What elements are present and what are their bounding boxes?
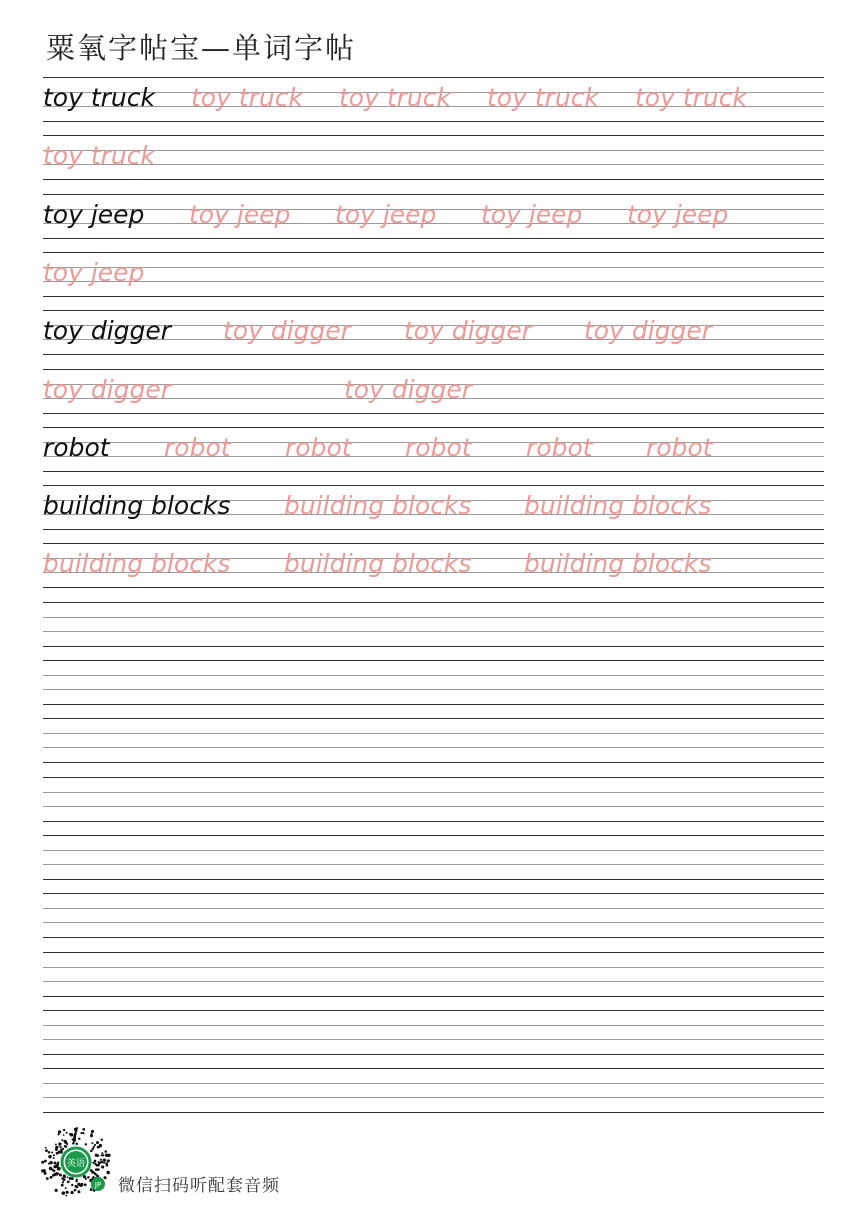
qr-dot	[58, 1151, 61, 1154]
rule-line	[43, 471, 824, 472]
qr-dot	[103, 1176, 106, 1179]
qr-dot	[90, 1150, 93, 1153]
rule-line	[43, 617, 824, 618]
trace-word: robot	[405, 432, 472, 462]
trace-word: toy jeep	[189, 199, 291, 229]
qr-dot	[103, 1162, 105, 1164]
qr-dot	[72, 1142, 75, 1145]
qr-dot	[97, 1168, 100, 1171]
qr-dot	[74, 1189, 77, 1192]
rule-line	[43, 689, 824, 690]
rule-line	[43, 762, 824, 763]
trace-word: toy digger	[223, 316, 352, 346]
trace-word: toy truck	[635, 83, 747, 112]
qr-dot	[66, 1143, 68, 1145]
model-word: toy truck	[43, 83, 155, 112]
qr-dot	[94, 1144, 96, 1146]
trace-word: robot	[526, 432, 593, 462]
trace-word: toy digger	[43, 374, 172, 404]
audio-caption: 微信扫码听配套音频	[118, 1176, 280, 1196]
qr-dot	[59, 1144, 61, 1146]
model-word: toy digger	[43, 316, 172, 346]
qr-dot	[71, 1184, 73, 1186]
qr-dot	[78, 1190, 80, 1192]
qr-dot	[106, 1171, 110, 1175]
trace-word: building blocks	[524, 549, 712, 579]
rule-line	[43, 631, 824, 632]
qr-dot	[51, 1168, 53, 1170]
rule-line	[43, 821, 824, 822]
qr-badge-text: 英语	[66, 1159, 86, 1169]
trace-word: robot	[164, 432, 231, 462]
trace-word: toy truck	[191, 83, 303, 112]
trace-word: toy jeep	[335, 199, 437, 229]
qr-dot	[75, 1130, 78, 1133]
trace-word: toy truck	[339, 83, 451, 112]
qr-dot	[91, 1142, 93, 1144]
rule-line	[43, 967, 824, 968]
qr-dot	[74, 1132, 77, 1135]
qr-dot	[96, 1141, 99, 1144]
qr-dot	[57, 1162, 59, 1164]
word-row	[43, 485, 824, 529]
qr-dot	[90, 1169, 93, 1172]
qr-dot	[93, 1146, 95, 1148]
qr-dot	[55, 1146, 58, 1149]
qr-dot	[69, 1133, 71, 1135]
rule-line	[43, 952, 824, 953]
qr-dot	[101, 1152, 103, 1154]
qr-dot	[62, 1191, 66, 1195]
qr-dot	[43, 1169, 46, 1172]
word-row	[43, 77, 824, 121]
qr-dot	[100, 1154, 102, 1156]
qr-dot	[107, 1154, 110, 1157]
qr-dot	[76, 1143, 79, 1146]
word-row	[43, 135, 824, 179]
trace-word: building blocks	[524, 491, 712, 521]
qr-dot	[51, 1151, 53, 1153]
qr-dot	[41, 1161, 44, 1164]
qr-dot	[53, 1154, 55, 1156]
qr-dot	[67, 1176, 69, 1178]
rule-line	[43, 1010, 824, 1011]
qr-dot	[45, 1147, 47, 1149]
qr-dot	[76, 1186, 79, 1189]
rule-line	[43, 733, 824, 734]
trace-word: toy digger	[584, 316, 713, 346]
qr-dot	[48, 1155, 52, 1159]
rule-line	[43, 1112, 824, 1113]
rule-line	[43, 835, 824, 836]
word-row	[43, 310, 824, 354]
model-word: toy jeep	[43, 199, 145, 229]
qr-dot	[84, 1183, 87, 1186]
qr-dot	[97, 1146, 100, 1149]
qr-dot	[58, 1130, 61, 1133]
rule-line	[43, 850, 824, 851]
rule-line	[43, 1054, 824, 1055]
qr-dot	[46, 1177, 49, 1180]
qr-dot	[101, 1139, 103, 1141]
rule-line	[43, 1097, 824, 1098]
qr-dot	[98, 1162, 101, 1165]
qr-dot	[90, 1188, 93, 1191]
trace-word: robot	[646, 432, 713, 462]
qr-dot	[107, 1159, 110, 1162]
qr-dot	[66, 1132, 68, 1134]
rule-line	[43, 981, 824, 982]
qr-dot	[53, 1162, 56, 1165]
trace-word: toy digger	[404, 316, 533, 346]
qr-dot	[105, 1162, 108, 1165]
rule-line	[43, 675, 824, 676]
qr-dot	[52, 1174, 55, 1177]
qr-dot	[63, 1129, 65, 1131]
qr-dot	[57, 1167, 59, 1169]
qr-dot	[65, 1141, 67, 1143]
qr-dot	[91, 1130, 94, 1133]
trace-word: building blocks	[43, 549, 231, 579]
qr-dot	[44, 1160, 47, 1163]
qr-dot	[69, 1177, 72, 1180]
word-row	[43, 369, 824, 413]
rule-line	[43, 660, 824, 661]
qr-dot	[80, 1184, 83, 1187]
qr-dot	[70, 1191, 73, 1194]
trace-word: toy truck	[487, 83, 599, 112]
qr-dot	[59, 1146, 61, 1148]
rule-line	[43, 879, 824, 880]
qr-dot	[85, 1144, 87, 1146]
trace-word: robot	[285, 432, 352, 462]
page-title: 粟氧字帖宝—单词字帖	[46, 31, 357, 65]
rule-line	[43, 413, 824, 414]
qr-dot	[97, 1164, 99, 1166]
rule-line	[43, 1039, 824, 1040]
rule-line	[43, 864, 824, 865]
model-word: robot	[43, 432, 110, 462]
trace-word: building blocks	[284, 491, 472, 521]
qr-dot	[82, 1128, 85, 1131]
trace-word: toy digger	[344, 374, 473, 404]
rule-line	[43, 587, 824, 588]
rule-line	[43, 179, 824, 180]
qr-dot	[61, 1139, 63, 1141]
rule-line	[43, 1025, 824, 1026]
qr-dot	[102, 1154, 104, 1156]
qr-dot	[73, 1139, 77, 1143]
qr-corner-text: JP	[94, 1181, 102, 1189]
qr-dot	[67, 1181, 70, 1184]
rule-line	[43, 238, 824, 239]
qr-dot	[63, 1134, 65, 1136]
qr-dot	[63, 1175, 66, 1178]
rule-line	[43, 704, 824, 705]
rule-line	[43, 646, 824, 647]
rule-line	[43, 1083, 824, 1084]
rule-line	[43, 922, 824, 923]
qr-dot	[55, 1143, 57, 1145]
rule-line	[43, 747, 824, 748]
qr-dot	[92, 1148, 94, 1150]
qr-dot	[59, 1174, 62, 1177]
rule-line	[43, 792, 824, 793]
qr-dot	[65, 1145, 68, 1148]
qr-dot	[75, 1179, 77, 1181]
word-row	[43, 427, 824, 471]
rule-line	[43, 296, 824, 297]
word-row	[43, 252, 824, 296]
trace-word: toy truck	[43, 141, 155, 171]
qr-dot	[55, 1189, 58, 1192]
rule-line	[43, 602, 824, 603]
qr-dot	[76, 1127, 79, 1130]
word-row	[43, 543, 824, 587]
rule-line	[43, 893, 824, 894]
qr-dot	[45, 1149, 48, 1152]
qr-dot	[61, 1184, 64, 1187]
qr-code-icon[interactable]	[40, 1126, 112, 1198]
qr-dot	[91, 1133, 93, 1135]
qr-dot	[65, 1195, 67, 1197]
word-row	[43, 194, 824, 238]
trace-word: building blocks	[284, 549, 472, 579]
rule-line	[43, 996, 824, 997]
rule-line	[43, 806, 824, 807]
rule-line	[43, 908, 824, 909]
qr-dot	[56, 1172, 59, 1175]
qr-dot	[57, 1133, 59, 1135]
rule-line	[43, 937, 824, 938]
qr-dot	[65, 1187, 67, 1189]
trace-word: toy jeep	[43, 257, 145, 287]
trace-word: toy jeep	[627, 199, 729, 229]
qr-dot	[97, 1154, 100, 1157]
qr-dot	[88, 1176, 90, 1178]
qr-dot	[48, 1163, 50, 1165]
qr-dot	[63, 1178, 66, 1181]
rule-line	[43, 777, 824, 778]
qr-dot	[100, 1159, 102, 1161]
qr-dot	[80, 1132, 82, 1134]
qr-dot	[94, 1160, 97, 1163]
qr-dot	[62, 1148, 65, 1151]
qr-dot	[50, 1176, 53, 1179]
trace-word: toy jeep	[481, 199, 583, 229]
model-word: building blocks	[43, 491, 231, 521]
rule-line	[43, 718, 824, 719]
rule-line	[43, 1068, 824, 1069]
qr-dot	[92, 1162, 94, 1164]
rule-line	[43, 121, 824, 122]
qr-dot	[48, 1151, 51, 1154]
qr-dot	[78, 1138, 80, 1140]
qr-dot	[104, 1150, 107, 1153]
qr-dot	[82, 1132, 84, 1134]
qr-dot	[66, 1191, 69, 1194]
qr-dot	[103, 1159, 106, 1162]
qr-dot	[62, 1181, 64, 1183]
qr-dot	[101, 1166, 103, 1168]
rule-line	[43, 354, 824, 355]
rule-line	[43, 529, 824, 530]
qr-dot	[53, 1157, 55, 1159]
